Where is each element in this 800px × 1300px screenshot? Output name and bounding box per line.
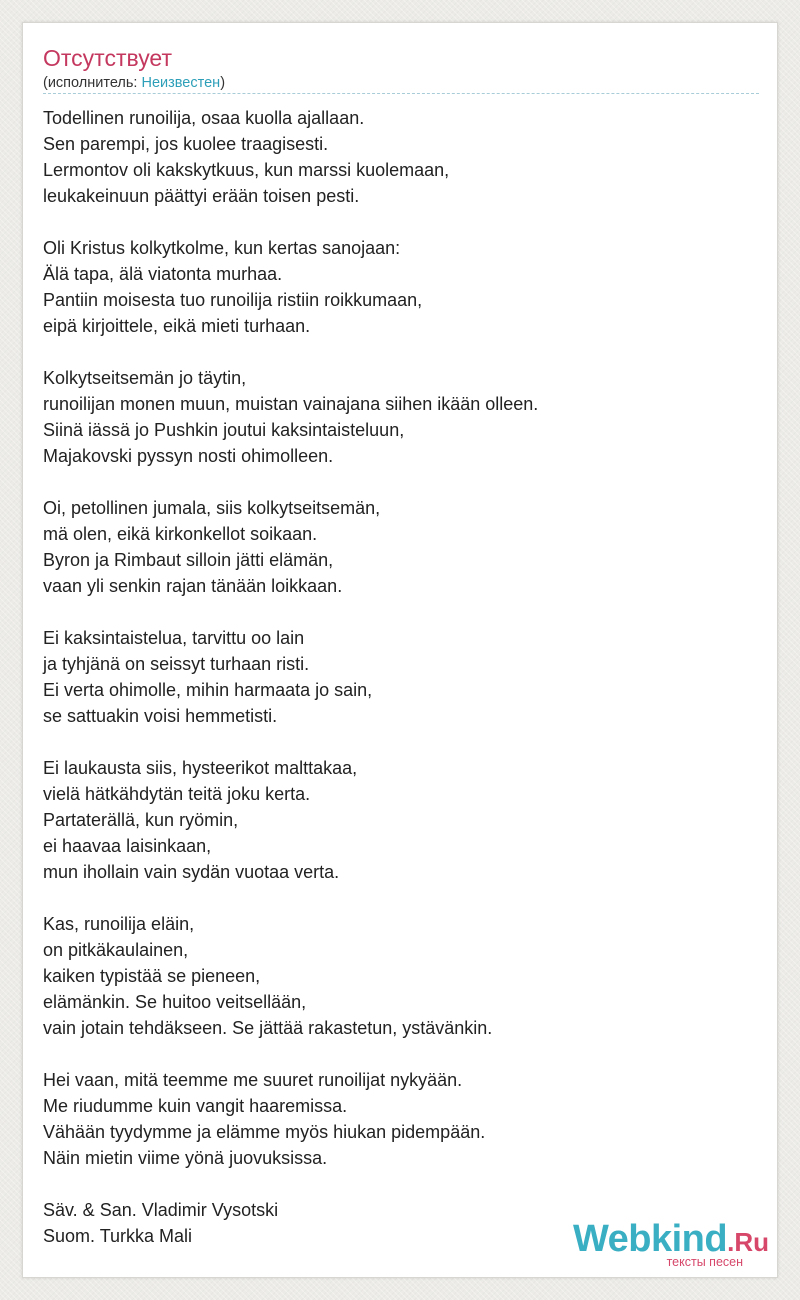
lyrics-card — [22, 22, 778, 1278]
lyric-line: Me riudumme kuin vangit haaremissa. — [43, 1096, 348, 1116]
artist-link[interactable]: Неизвестен — [141, 75, 221, 91]
lyric-line: eipä kirjoittele, eikä mieti turhaan. — [43, 316, 311, 336]
site-logo[interactable] — [549, 1219, 769, 1271]
lyric-line: Todellinen runoilija, osaa kuolla ajallaan. — [43, 108, 365, 128]
lyric-line: ei haavaa laisinkaan, — [43, 836, 212, 856]
logo-tld: .Ru — [727, 1227, 769, 1257]
logo-tagline: тексты песен — [666, 1255, 743, 1269]
lyric-line: kaiken typistää se pieneen, — [43, 966, 261, 986]
stanza-gap — [43, 729, 759, 755]
lyric-line: Lermontov oli kakskytkuus, kun marssi kuolemaan, — [43, 160, 450, 180]
lyric-line: se sattuakin voisi hemmetisti. — [43, 706, 278, 726]
lyric-line: elämänkin. Se huitoo veitsellään, — [43, 992, 307, 1012]
lyric-line: Byron ja Rimbaut silloin jätti elämän, — [43, 550, 334, 570]
lyric-line: Ei kaksintaistelua, tarvittu oo lain — [43, 628, 305, 648]
stanza-gap — [43, 599, 759, 625]
byline-prefix: (исполнитель: — [43, 75, 142, 91]
stanza-gap — [43, 1041, 759, 1067]
lyric-line: Siinä iässä jo Pushkin joutui kaksintaisteluun, — [43, 420, 405, 440]
lyric-line: runoilijan monen muun, muistan vainajana siihen ikään olleen. — [43, 394, 539, 414]
lyric-line: vaan yli senkin rajan tänään loikkaan. — [43, 576, 343, 596]
lyric-line: Partaterällä, kun ryömin, — [43, 810, 239, 830]
lyric-line: vain jotain tehdäkseen. Se jättää rakastetun, ystävänkin. — [43, 1018, 493, 1038]
lyric-line: Vähään tyydymme ja elämme myös hiukan pidempään. — [43, 1122, 486, 1142]
stanza-gap — [43, 339, 759, 365]
lyric-line: Majakovski pyssyn nosti ohimolleen. — [43, 446, 334, 466]
lyric-line: Älä tapa, älä viatonta murhaa. — [43, 264, 283, 284]
lyric-line: Pantiin moisesta tuo runoilija ristiin roikkumaan, — [43, 290, 423, 310]
title-divider — [43, 93, 759, 94]
lyric-line: Suom. Turkka Mali — [43, 1226, 193, 1246]
lyric-line: ja tyhjänä on seissyt turhaan risti. — [43, 654, 310, 674]
lyric-line: Hei vaan, mitä teemme me suuret runoilijat nykyään. — [43, 1070, 463, 1090]
lyric-line: Kolkytseitsemän jo täytin, — [43, 368, 247, 388]
lyric-line: Sen parempi, jos kuolee traagisesti. — [43, 134, 329, 154]
lyric-line: on pitkäkaulainen, — [43, 940, 189, 960]
artist-byline — [43, 73, 225, 93]
lyrics-body — [43, 105, 759, 1249]
lyric-line: Kas, runoilija eläin, — [43, 914, 195, 934]
lyric-line: Ei laukausta siis, hysteerikot malttakaa, — [43, 758, 358, 778]
lyric-line: leukakeinuun päättyi erään toisen pesti. — [43, 186, 360, 206]
stanza-gap — [43, 469, 759, 495]
stanza-gap — [43, 209, 759, 235]
byline-suffix: ) — [220, 75, 226, 91]
lyric-line: Oi, petollinen jumala, siis kolkytseitsemän, — [43, 498, 381, 518]
lyric-line: Säv. & San. Vladimir Vysotski — [43, 1200, 279, 1220]
stanza-gap — [43, 885, 759, 911]
logo-word: Webkind — [572, 1218, 728, 1260]
lyric-line: mä olen, eikä kirkonkellot soikaan. — [43, 524, 318, 544]
song-title: Отсутствует — [43, 45, 172, 71]
lyric-line: Ei verta ohimolle, mihin harmaata jo sain, — [43, 680, 373, 700]
lyric-line: vielä hätkähdytän teitä joku kerta. — [43, 784, 311, 804]
lyric-line: Näin mietin viime yönä juovuksissa. — [43, 1148, 328, 1168]
stanza-gap — [43, 1171, 759, 1197]
lyric-line: mun ihollain vain sydän vuotaa verta. — [43, 862, 340, 882]
lyric-line: Oli Kristus kolkytkolme, kun kertas sanojaan: — [43, 238, 401, 258]
